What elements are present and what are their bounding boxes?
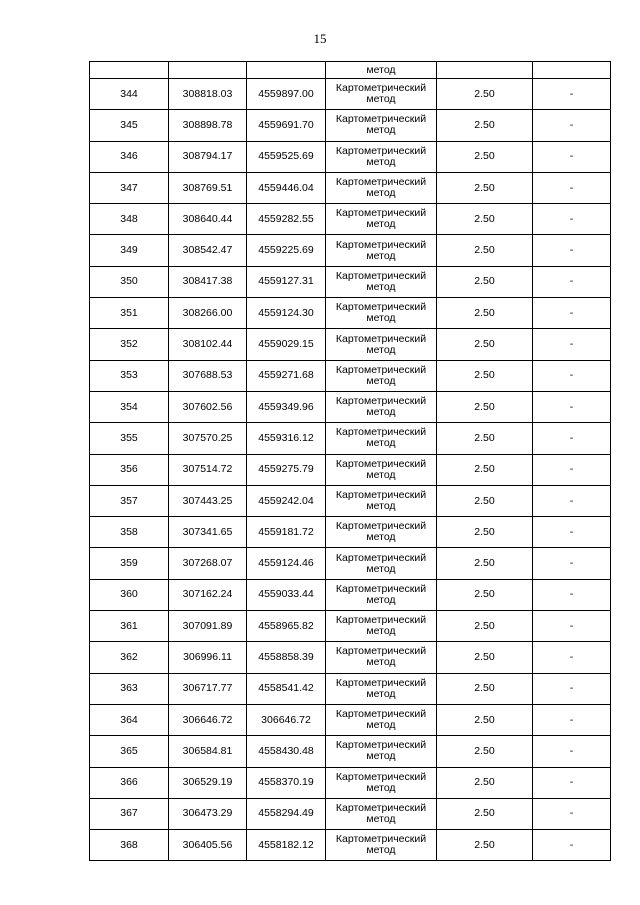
table-row — [90, 266, 611, 297]
accuracy-cell: 2.50 — [437, 767, 533, 798]
description-cell: - — [533, 736, 611, 767]
method-cell: Картометрический метод — [326, 172, 437, 203]
y-coordinate-cell: 4559897.00 — [247, 79, 326, 110]
x-coordinate-cell: 306529.19 — [169, 767, 247, 798]
x-coordinate-cell: 306717.77 — [169, 673, 247, 704]
y-coordinate-cell: 4559029.15 — [247, 329, 326, 360]
accuracy-cell: 2.50 — [437, 141, 533, 172]
y-coordinate-cell: 4559124.30 — [247, 298, 326, 329]
method-cell: Картометрический метод — [326, 579, 437, 610]
accuracy-cell: 2.50 — [437, 485, 533, 516]
description-cell: - — [533, 767, 611, 798]
description-cell: - — [533, 485, 611, 516]
description-cell — [533, 62, 611, 79]
method-cell: Картометрический метод — [326, 517, 437, 548]
x-coordinate-cell: 307570.25 — [169, 423, 247, 454]
y-coordinate-cell: 4559124.46 — [247, 548, 326, 579]
x-coordinate-cell: 307688.53 — [169, 360, 247, 391]
accuracy-cell: 2.50 — [437, 79, 533, 110]
x-coordinate-cell: 307602.56 — [169, 391, 247, 422]
method-cell: Картометрический метод — [326, 611, 437, 642]
point-number-cell: 368 — [90, 830, 169, 861]
description-cell: - — [533, 79, 611, 110]
point-number-cell: 347 — [90, 172, 169, 203]
y-coordinate-cell: 4558182.12 — [247, 830, 326, 861]
y-coordinate-cell: 4559282.55 — [247, 204, 326, 235]
description-cell: - — [533, 235, 611, 266]
description-cell: - — [533, 204, 611, 235]
x-coordinate-cell: 307443.25 — [169, 485, 247, 516]
accuracy-cell — [437, 62, 533, 79]
y-coordinate-cell — [247, 62, 326, 79]
x-coordinate-cell: 307341.65 — [169, 517, 247, 548]
method-cell: Картометрический метод — [326, 423, 437, 454]
accuracy-cell: 2.50 — [437, 830, 533, 861]
point-number-cell: 355 — [90, 423, 169, 454]
table-row — [90, 79, 611, 110]
method-cell: Картометрический метод — [326, 704, 437, 735]
method-cell: Картометрический метод — [326, 736, 437, 767]
point-number-cell: 351 — [90, 298, 169, 329]
table-row — [90, 141, 611, 172]
method-cell: Картометрический метод — [326, 391, 437, 422]
accuracy-cell: 2.50 — [437, 673, 533, 704]
table-row — [90, 204, 611, 235]
description-cell: - — [533, 798, 611, 829]
y-coordinate-cell: 4559225.69 — [247, 235, 326, 266]
accuracy-cell: 2.50 — [437, 329, 533, 360]
description-cell: - — [533, 517, 611, 548]
x-coordinate-cell: 306405.56 — [169, 830, 247, 861]
point-number-cell: 357 — [90, 485, 169, 516]
point-number-cell: 349 — [90, 235, 169, 266]
accuracy-cell: 2.50 — [437, 454, 533, 485]
table-row — [90, 454, 611, 485]
accuracy-cell: 2.50 — [437, 298, 533, 329]
y-coordinate-cell: 4558430.48 — [247, 736, 326, 767]
accuracy-cell: 2.50 — [437, 736, 533, 767]
x-coordinate-cell: 306473.29 — [169, 798, 247, 829]
point-number-cell: 346 — [90, 141, 169, 172]
table-body — [90, 62, 611, 861]
table-row — [90, 611, 611, 642]
accuracy-cell: 2.50 — [437, 611, 533, 642]
point-number-cell: 360 — [90, 579, 169, 610]
description-cell: - — [533, 830, 611, 861]
y-coordinate-cell: 4559275.79 — [247, 454, 326, 485]
x-coordinate-cell — [169, 62, 247, 79]
description-cell: - — [533, 172, 611, 203]
page-number: 15 — [313, 31, 327, 46]
table-row — [90, 172, 611, 203]
table-row — [90, 767, 611, 798]
x-coordinate-cell: 308794.17 — [169, 141, 247, 172]
method-cell: Картометрический метод — [326, 204, 437, 235]
y-coordinate-cell: 4558370.19 — [247, 767, 326, 798]
description-cell: - — [533, 611, 611, 642]
method-cell: Картометрический метод — [326, 79, 437, 110]
method-cell: Картометрический метод — [326, 454, 437, 485]
description-cell: - — [533, 266, 611, 297]
y-coordinate-cell: 4559691.70 — [247, 110, 326, 141]
description-cell: - — [533, 391, 611, 422]
description-cell: - — [533, 548, 611, 579]
description-cell: - — [533, 642, 611, 673]
x-coordinate-cell: 308640.44 — [169, 204, 247, 235]
method-cell: Картометрический метод — [326, 673, 437, 704]
y-coordinate-cell: 4558965.82 — [247, 611, 326, 642]
method-cell: Картометрический метод — [326, 830, 437, 861]
table-row — [90, 736, 611, 767]
x-coordinate-cell: 308102.44 — [169, 329, 247, 360]
table-row — [90, 517, 611, 548]
y-coordinate-cell: 4558541.42 — [247, 673, 326, 704]
accuracy-cell: 2.50 — [437, 579, 533, 610]
method-cell: Картометрический метод — [326, 110, 437, 141]
method-cell: Картометрический метод — [326, 329, 437, 360]
table-row — [90, 485, 611, 516]
point-number-cell: 366 — [90, 767, 169, 798]
method-cell: Картометрический метод — [326, 798, 437, 829]
description-cell: - — [533, 329, 611, 360]
point-number-cell: 364 — [90, 704, 169, 735]
accuracy-cell: 2.50 — [437, 110, 533, 141]
accuracy-cell: 2.50 — [437, 798, 533, 829]
method-cell: Картометрический метод — [326, 298, 437, 329]
accuracy-cell: 2.50 — [437, 642, 533, 673]
description-cell: - — [533, 454, 611, 485]
x-coordinate-cell: 307091.89 — [169, 611, 247, 642]
point-number-cell: 348 — [90, 204, 169, 235]
accuracy-cell: 2.50 — [437, 704, 533, 735]
point-number-cell: 353 — [90, 360, 169, 391]
y-coordinate-cell: 4558294.49 — [247, 798, 326, 829]
y-coordinate-cell: 4559033.44 — [247, 579, 326, 610]
point-number-cell: 361 — [90, 611, 169, 642]
description-cell: - — [533, 141, 611, 172]
accuracy-cell: 2.50 — [437, 391, 533, 422]
table-row — [90, 391, 611, 422]
x-coordinate-cell: 308769.51 — [169, 172, 247, 203]
point-number-cell: 350 — [90, 266, 169, 297]
y-coordinate-cell: 4559127.31 — [247, 266, 326, 297]
x-coordinate-cell: 306646.72 — [169, 704, 247, 735]
y-coordinate-cell: 4559446.04 — [247, 172, 326, 203]
x-coordinate-cell: 308542.47 — [169, 235, 247, 266]
table-row — [90, 579, 611, 610]
table-row — [90, 830, 611, 861]
method-cell: Картометрический метод — [326, 360, 437, 391]
y-coordinate-cell: 4559525.69 — [247, 141, 326, 172]
table-row — [90, 673, 611, 704]
y-coordinate-cell: 4559271.68 — [247, 360, 326, 391]
method-cell: метод — [326, 62, 437, 79]
table-continuation-row — [90, 62, 611, 79]
coordinates-table — [89, 61, 611, 861]
y-coordinate-cell: 4558858.39 — [247, 642, 326, 673]
table-row — [90, 298, 611, 329]
table-row — [90, 235, 611, 266]
x-coordinate-cell: 307268.07 — [169, 548, 247, 579]
description-cell: - — [533, 704, 611, 735]
point-number-cell: 359 — [90, 548, 169, 579]
table-row — [90, 798, 611, 829]
point-number-cell: 354 — [90, 391, 169, 422]
y-coordinate-cell: 4559242.04 — [247, 485, 326, 516]
table-row — [90, 704, 611, 735]
point-number-cell: 358 — [90, 517, 169, 548]
x-coordinate-cell: 306584.81 — [169, 736, 247, 767]
accuracy-cell: 2.50 — [437, 517, 533, 548]
x-coordinate-cell: 306996.11 — [169, 642, 247, 673]
description-cell: - — [533, 298, 611, 329]
method-cell: Картометрический метод — [326, 767, 437, 798]
accuracy-cell: 2.50 — [437, 423, 533, 454]
point-number-cell: 356 — [90, 454, 169, 485]
y-coordinate-cell: 4559349.96 — [247, 391, 326, 422]
point-number-cell: 345 — [90, 110, 169, 141]
method-cell: Картометрический метод — [326, 642, 437, 673]
description-cell: - — [533, 423, 611, 454]
table-row — [90, 423, 611, 454]
x-coordinate-cell: 307514.72 — [169, 454, 247, 485]
point-number-cell: 344 — [90, 79, 169, 110]
accuracy-cell: 2.50 — [437, 266, 533, 297]
x-coordinate-cell: 307162.24 — [169, 579, 247, 610]
method-cell: Картометрический метод — [326, 266, 437, 297]
point-number-cell: 363 — [90, 673, 169, 704]
y-coordinate-cell: 306646.72 — [247, 704, 326, 735]
method-cell: Картометрический метод — [326, 141, 437, 172]
point-number-cell — [90, 62, 169, 79]
table-row — [90, 329, 611, 360]
x-coordinate-cell: 308898.78 — [169, 110, 247, 141]
description-cell: - — [533, 673, 611, 704]
accuracy-cell: 2.50 — [437, 204, 533, 235]
point-number-cell: 362 — [90, 642, 169, 673]
point-number-cell: 352 — [90, 329, 169, 360]
table-row — [90, 360, 611, 391]
table-row — [90, 548, 611, 579]
y-coordinate-cell: 4559181.72 — [247, 517, 326, 548]
x-coordinate-cell: 308266.00 — [169, 298, 247, 329]
method-cell: Картометрический метод — [326, 485, 437, 516]
accuracy-cell: 2.50 — [437, 360, 533, 391]
description-cell: - — [533, 360, 611, 391]
point-number-cell: 365 — [90, 736, 169, 767]
x-coordinate-cell: 308417.38 — [169, 266, 247, 297]
table-row — [90, 642, 611, 673]
description-cell: - — [533, 110, 611, 141]
method-cell: Картометрический метод — [326, 235, 437, 266]
accuracy-cell: 2.50 — [437, 172, 533, 203]
method-cell: Картометрический метод — [326, 548, 437, 579]
y-coordinate-cell: 4559316.12 — [247, 423, 326, 454]
description-cell: - — [533, 579, 611, 610]
accuracy-cell: 2.50 — [437, 548, 533, 579]
table-row — [90, 110, 611, 141]
accuracy-cell: 2.50 — [437, 235, 533, 266]
point-number-cell: 367 — [90, 798, 169, 829]
x-coordinate-cell: 308818.03 — [169, 79, 247, 110]
